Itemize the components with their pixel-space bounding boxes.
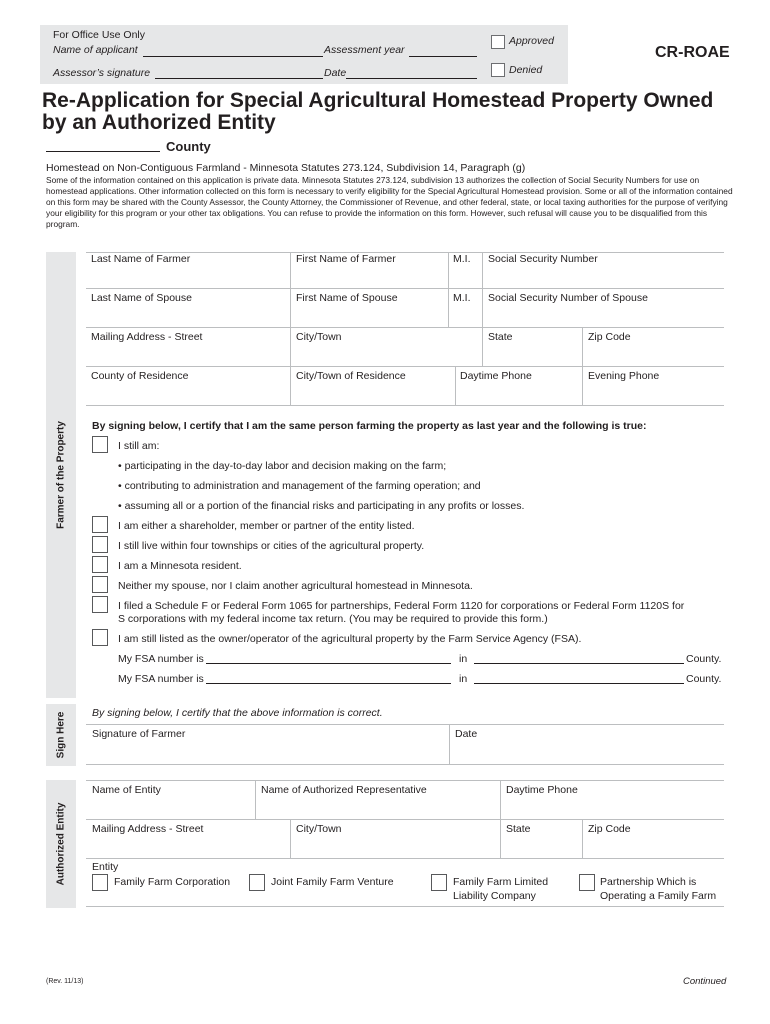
fsa-county-suffix: County.: [686, 653, 722, 665]
mi-field[interactable]: M.I.: [453, 253, 471, 265]
county-name-field[interactable]: [46, 151, 160, 152]
approved-checkbox[interactable]: [491, 35, 505, 49]
partnership-checkbox[interactable]: [579, 874, 595, 891]
schedule-f-label: I filed a Schedule F or Federal Form 1065 for partnerships, Federal Form 1120 for corporations or Federal Form 1120S for: [118, 600, 685, 612]
partnership-label-cont: Operating a Family Farm: [600, 890, 717, 902]
county-label: County: [166, 139, 211, 154]
llc-label: Family Farm Limited: [453, 876, 549, 888]
fsa-owner-checkbox[interactable]: [92, 629, 108, 646]
spouse-mi-field[interactable]: M.I.: [453, 292, 471, 304]
sign-section-label: Sign Here: [55, 711, 67, 759]
signature-date-field[interactable]: Date: [455, 728, 478, 740]
entity-name-field[interactable]: Name of Entity: [92, 784, 161, 796]
approved-label: Approved: [509, 35, 554, 47]
applicant-name-field[interactable]: [143, 56, 323, 57]
city-residence-field[interactable]: City/Town of Residence: [296, 370, 406, 382]
joint-venture-checkbox[interactable]: [249, 874, 265, 891]
ssn-field[interactable]: Social Security Number: [488, 253, 598, 265]
state-field[interactable]: State: [488, 331, 513, 343]
applicant-name-label: Name of applicant: [53, 44, 138, 56]
shareholder-label: I am either a shareholder, member or partner of the entity listed.: [118, 520, 415, 532]
statute-reference: Homestead on Non-Contiguous Farmland - Minnesota Statutes 273.124, Subdivision 14, Paragraph (g): [46, 162, 526, 174]
townships-checkbox[interactable]: [92, 536, 108, 553]
fsa-county-suffix-2: County.: [686, 673, 722, 685]
entity-street-field[interactable]: Mailing Address - Street: [92, 823, 204, 835]
bullet-list-item: • participating in the day-to-day labor and decision making on the farm;: [118, 460, 447, 472]
zip-field[interactable]: Zip Code: [588, 331, 631, 343]
form-code: CR-ROAE: [655, 44, 730, 61]
fsa-number-field[interactable]: [206, 663, 451, 664]
resident-checkbox[interactable]: [92, 556, 108, 573]
certify-heading: By signing below, I certify that I am the same person farming the property as last year and the following is true:: [92, 420, 647, 432]
sign-section-tab: [46, 704, 76, 766]
joint-venture-label: Joint Family Farm Venture: [271, 876, 394, 888]
first-name-field[interactable]: First Name of Farmer: [296, 253, 396, 265]
assessment-year-field[interactable]: [409, 56, 477, 57]
bullet-list-item: • assuming all or a portion of the financial risks and participating in any profits or losses.: [118, 500, 525, 512]
fsa-number-label: My FSA number is: [118, 653, 204, 665]
fsa-number-label-2: My FSA number is: [118, 673, 204, 685]
entity-state-field[interactable]: State: [506, 823, 531, 835]
evening-phone-field[interactable]: Evening Phone: [588, 370, 660, 382]
partnership-label: Partnership Which is: [600, 876, 697, 888]
authorized-rep-field[interactable]: Name of Authorized Representative: [261, 784, 427, 796]
no-other-homestead-checkbox[interactable]: [92, 576, 108, 593]
fsa-number-field-2[interactable]: [206, 683, 451, 684]
resident-label: I am a Minnesota resident.: [118, 560, 242, 572]
office-use-heading: For Office Use Only: [53, 29, 145, 41]
entity-section-tab: [46, 780, 76, 908]
family-farm-corporation-label: Family Farm Corporation: [114, 876, 231, 888]
fsa-in-label: in: [459, 653, 468, 665]
farmer-section-tab: [46, 252, 76, 698]
entity-zip-field[interactable]: Zip Code: [588, 823, 631, 835]
entity-section-label: Authorized Entity: [55, 802, 67, 886]
continued-note: Continued: [683, 976, 727, 987]
still-am-label: I still am:: [118, 440, 160, 452]
county-residence-field[interactable]: County of Residence: [91, 370, 189, 382]
city-field[interactable]: City/Town: [296, 331, 342, 343]
page-title: Re-Application for Special Agricultural Homestead Property Owned by an Authorized Entity: [42, 89, 714, 134]
bullet-list-item: • contributing to administration and management of the farming operation; and: [118, 480, 481, 492]
spouse-first-name-field[interactable]: First Name of Spouse: [296, 292, 398, 304]
mailing-street-field[interactable]: Mailing Address - Street: [91, 331, 203, 343]
revision-note: (Rev. 11/13): [46, 978, 84, 985]
spouse-last-name-field[interactable]: Last Name of Spouse: [91, 292, 192, 304]
fsa-county-field-2[interactable]: [474, 683, 684, 684]
farmer-section-label: Farmer of the Property: [55, 421, 67, 529]
daytime-phone-field[interactable]: Daytime Phone: [460, 370, 532, 382]
fsa-county-field[interactable]: [474, 663, 684, 664]
office-use-box: [40, 25, 568, 84]
denied-checkbox[interactable]: [491, 63, 505, 77]
assessment-year-label: Assessment year: [324, 44, 405, 56]
denied-label: Denied: [509, 64, 543, 76]
schedule-f-label-cont: S corporations with my federal income tax return. (You may be required to provide this form.): [118, 613, 548, 625]
fsa-owner-label: I am still listed as the owner/operator of the agricultural property by the Farm Service Agency (FSA).: [118, 633, 582, 645]
privacy-notice: Some of the information contained on this application is private data. Minnesota Statutes 273.124, subdivision 13 authorizes the collection of Social Security Numbers for use on homestead applications. Other information collected on this form is necessary to verify eligibility for the Special Agricultural Homestead provision. Some or all of the information contained on this form may be shared with the County Assessor, the County Attorney, the Commissioner of Revenue, and other federal, state, or local taxing authorities for the purpose of verifying your eligibility for this program or your other tax obligations. You can refuse to provide the information on this form. However, such refusal will cause you to be disqualified from this program.: [46, 175, 733, 229]
schedule-f-checkbox[interactable]: [92, 596, 108, 613]
llc-checkbox[interactable]: [431, 874, 447, 891]
family-farm-corporation-checkbox[interactable]: [92, 874, 108, 891]
last-name-field[interactable]: Last Name of Farmer: [91, 253, 191, 265]
no-other-homestead-label: Neither my spouse, nor I claim another agricultural homestead in Minnesota.: [118, 580, 473, 592]
office-date-field[interactable]: [346, 78, 477, 79]
townships-label: I still live within four townships or cities of the agricultural property.: [118, 540, 425, 552]
sign-statement: By signing below, I certify that the above information is correct.: [92, 707, 383, 719]
fsa-in-label-2: in: [459, 673, 468, 685]
still-am-checkbox[interactable]: [92, 436, 108, 453]
office-date-label: Date: [324, 67, 347, 79]
llc-label-cont: Liability Company: [453, 890, 536, 902]
farmer-signature-field[interactable]: Signature of Farmer: [92, 728, 186, 740]
entity-type-label: Entity: [92, 861, 119, 873]
spouse-ssn-field[interactable]: Social Security Number of Spouse: [488, 292, 648, 304]
entity-city-field[interactable]: City/Town: [296, 823, 342, 835]
entity-phone-field[interactable]: Daytime Phone: [506, 784, 578, 796]
shareholder-checkbox[interactable]: [92, 516, 108, 533]
assessor-signature-field[interactable]: [155, 78, 323, 79]
assessor-signature-label: Assessor’s signature: [53, 67, 151, 79]
